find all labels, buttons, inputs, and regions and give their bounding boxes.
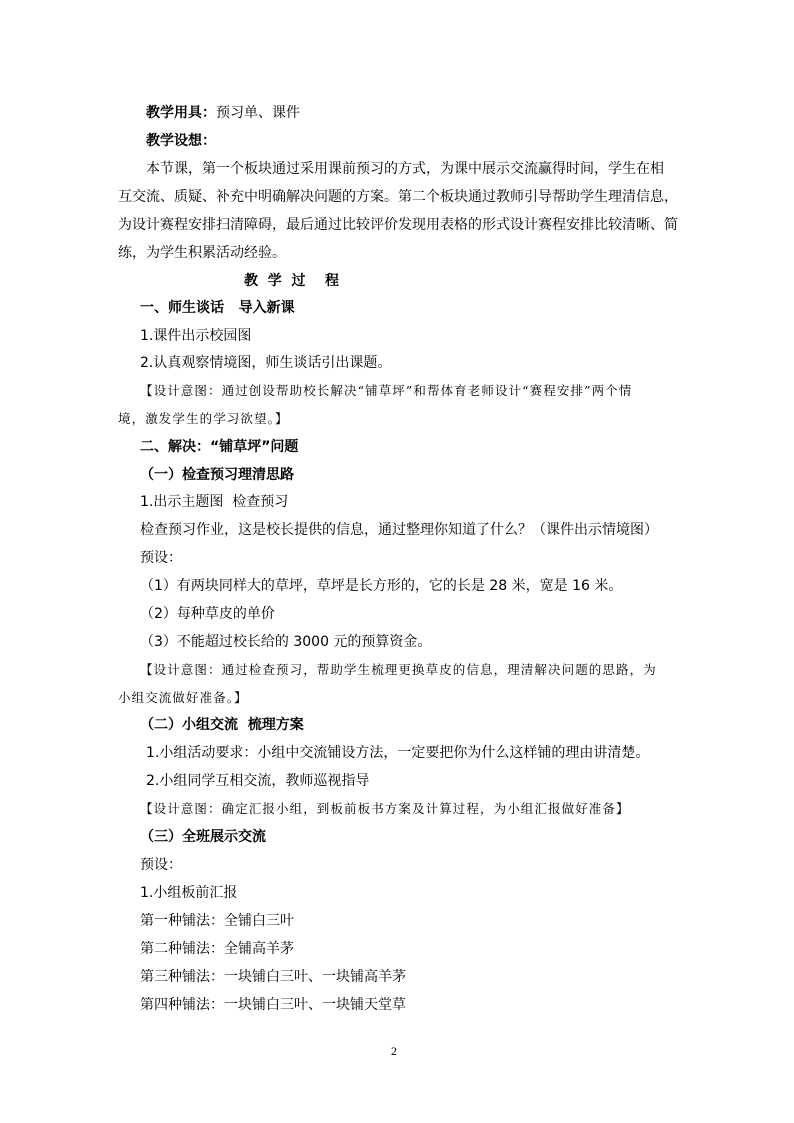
section1-item: 1.课件出示校园图 <box>140 328 252 344</box>
design-intent-line: 小组交流做好准备。】 <box>118 690 248 705</box>
intro-line: 本节课，第一个板块通过采用课前预习的方式，为课中展示交流赢得时间，学生在相 <box>146 161 664 177</box>
section1-item: 2.认真观察情境图，师生谈话引出课题。 <box>140 355 392 371</box>
page-number: 2 <box>391 1044 397 1058</box>
assumption-heading: 教学设想： <box>146 133 216 149</box>
section2-heading: 二、解决：“铺草坪”问题 <box>140 439 299 455</box>
sub3-line: 预设： <box>140 857 182 873</box>
sub3-line: 1.小组板前汇报 <box>140 885 238 901</box>
sub1-line: （2）每种草皮的单价 <box>140 606 275 622</box>
sub1-line: （1）有两块同样大的草坪，草坪是长方形的，它的长是 28 米，宽是 16 米。 <box>140 578 623 594</box>
intro-line: 为设计赛程安排扫清障碍，最后通过比较评价发现用表格的形式设计赛程安排比较清晰、简 <box>118 217 678 233</box>
design-intent-line: 【设计意图：通过创设帮助校长解决“铺草坪”和帮体育老师设计“赛程安排”两个情 <box>140 383 633 398</box>
tools-line <box>146 103 300 123</box>
tools-text: 预习单、课件 <box>216 105 300 121</box>
sub2-line: 2.小组同学互相交流，教师巡视指导 <box>146 773 370 789</box>
sub1-line: 检查预习作业，这是校长提供的信息，通过整理你知道了什么？（课件出示情境图） <box>140 522 658 538</box>
process-title: 教 学 过 程 <box>244 273 339 289</box>
section1-heading: 一、师生谈话 导入新课 <box>140 300 295 316</box>
design-intent-line: 境，激发学生的学习欲望。】 <box>118 411 289 426</box>
sub3-line: 第一种铺法：全铺白三叶 <box>140 913 294 929</box>
intro-line: 互交流、质疑、补充中明确解决问题的方案。第二个板块通过教师引导帮助学生理清信息， <box>118 189 678 205</box>
sub3-line: 第二种铺法：全铺高羊茅 <box>140 941 294 957</box>
sub3-line: 第三种铺法：一块铺白三叶、一块铺高羊茅 <box>140 969 406 985</box>
intro-line: 练，为学生积累活动经验。 <box>118 245 286 261</box>
tools-label: 教学用具： <box>146 105 216 121</box>
sub2-heading: （二）小组交流 梳理方案 <box>140 717 304 733</box>
design-intent-line: 【设计意图：通过检查预习，帮助学生梳理更换草皮的信息，理清解决问题的思路，为 <box>140 662 657 677</box>
sub1-line: 预设： <box>140 550 182 566</box>
sub3-heading: （三）全班展示交流 <box>140 829 266 845</box>
sub3-line: 第四种铺法：一块铺白三叶、一块铺天堂草 <box>140 997 406 1013</box>
sub1-line: 1.出示主题图 检查预习 <box>140 494 289 510</box>
sub1-line: （3）不能超过校长给的 3000 元的预算资金。 <box>140 634 432 650</box>
sub1-heading: （一）检查预习理清思路 <box>140 467 294 483</box>
sub2-line: 1.小组活动要求：小组中交流铺设方法，一定要把你为什么这样铺的理由讲清楚。 <box>146 745 650 761</box>
design-intent-line: 【设计意图：确定汇报小组，到板前板书方案及计算过程，为小组汇报做好准备】 <box>140 801 630 816</box>
